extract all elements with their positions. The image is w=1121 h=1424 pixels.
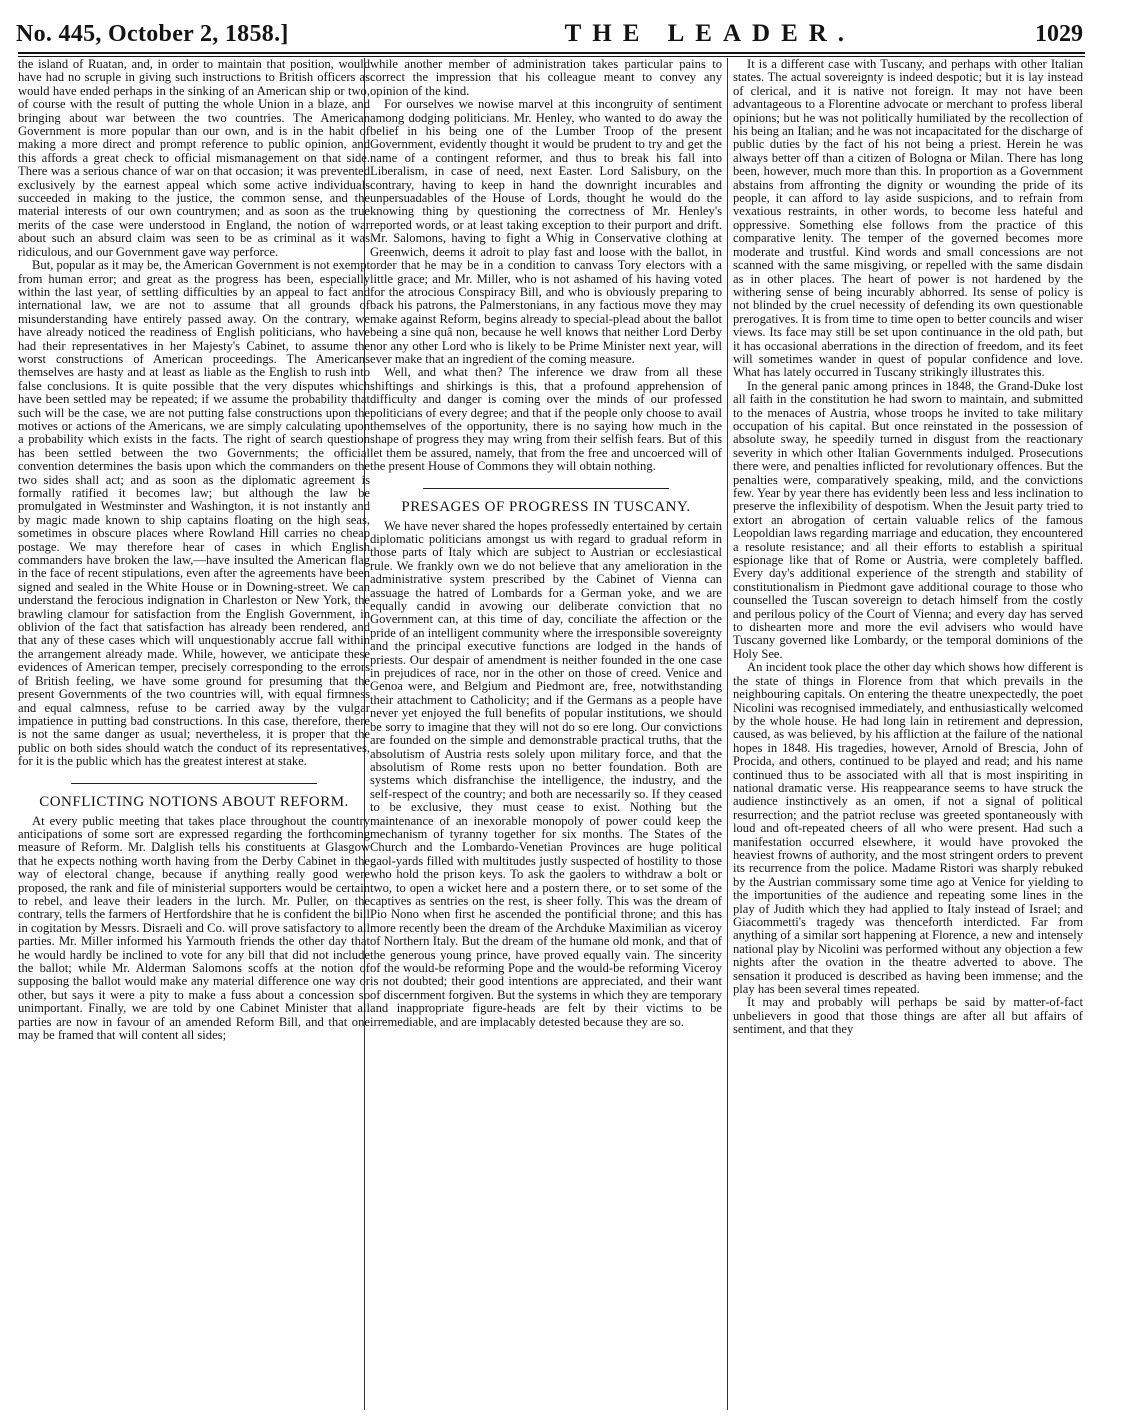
- article-heading: PRESAGES OF PROGRESS IN TUSCANY.: [401, 498, 691, 515]
- paragraph: An incident took place the other day which shows how different is the state of things in Florence from that which prevails in the neighbouring capitals. On entering the theatre unexpectedly, the poet Nicolini was recognised immediately, and enthusiastically welcomed by the whole house. He had long lain in retirement and depression, caused, as was believed, by his affliction at the failure of the national hopes in 1848. His tragedies, however, Arnold of Brescia, John of Procida, and others, continued to be played and read; and his name continued thus to be associated with all that is most inspiriting in national dramatic verse. His reappearance seems to have struck the audience instinctively as an omen, if not a signal of political resurrection; and the patriot recluse was greeted spontaneously with loud and oft-repeated cheers of all who were present. Had such a manifestation occurred elsewhere, it would have provoked the heaviest frowns of authority, and the most stringent orders to prevent its recurrence from the police. Madame Ristori was sharply rebuked by the Austrian commissary some time ago at Venice for yielding to the importunities of the audience and repeating some lines in the play of Judith which they had applied to Italy instead of Israel; and Giacommetti's tragedy was thenceforth interdicted. Far from anything of a similar sort happening at Florence, a new and intensely national play by Nicolini was performed without any objection a few nights after the ovation in the theatre adverted to above. The sensation it produced is described as having been immense; and the play has been several times repeated.: [733, 660, 1083, 997]
- masthead: [16, 8, 1083, 48]
- paragraph: It may and probably will perhaps be said by matter-of-fact unbelievers in good that those things are after all but affairs of sentiment, and that they: [733, 995, 1083, 1037]
- paragraph: But, popular as it may be, the American Government is not exempt from human error; and great as the progress has been, especially within the last year, of settling difficulties by an appeal to fact and international law, we are not to assume that all grounds of misunderstanding have entirely passed away. On the contrary, we have already noticed the readiness of English politicians, who have had their representatives in her Majesty's Cabinet, to assume the worst constructions of American proceedings. The Americans themselves are hasty and at least as liable as the English to rush into false conclusions. It is quite possible that the very disputes which have been settled may be repeated; if we assume the probability that such will be the case, we are not putting false constructions upon the motives or actions of the Americans, we are simply calculating upon a probability which exists in the facts. The right of search question has been settled between the two Governments; the official convention determines the basis upon which the commanders on the two sides shall act; and as soon as the diplomatic agreement is formally ratified it becomes law; but although the law be promulgated in Westminster and Washington, it is not instantly and by magic made known to ship captains floating on the high seas, sometimes in obscure places where Rowland Hill carries no cheap postage. We may therefore hear of cases in which English commanders have broken the law,—have insulted the American flag in the face of recent stipulations, even after the agreements have been signed and sealed in the White House or in Downing-street. We can understand the ferocious indignation in Charleston or New York, the brawling clamour for satisfaction from the English Government, in oblivion of the fact that satisfaction has already been rendered, and that any of these cases which will unquestionably accrue fall within the arrangement already made. While, however, we anticipate these evidences of American temper, precisely corresponding to the errors of British feeling, we have some ground for presuming that the present Governments of the two countries will, with equal firmness and equal calmness, refuse to be carried away by the vulgar impatience in putting bad constructions. In this case, therefore, there is not the same danger as usual; nevertheless, it is proper that the public on both sides should watch the conduct of its representatives, for it is the public which has the greatest interest at stake.: [18, 258, 370, 769]
- paragraph: At every public meeting that takes place throughout the country anticipations of some sort are expressed regarding the forthcoming measure of Reform. Mr. Dalglish tells his constituents at Glasgow that he expects nothing worth having from the Derby Cabinet in the way of electoral change, because if anything really good were proposed, the rank and file of ministerial supporters would be certain to rebel, and leave their leaders in the lurch. Mr. Puller, on the contrary, tells the farmers of Hertfordshire that he is confident the bill in cogitation by Messrs. Disraeli and Co. will prove satisfactory to all parties. Mr. Miller informed his Yarmouth friends the other day that he would hardly be inclined to vote for any bill that did not include the ballot; while Mr. Alderman Salomons scoffs at the notion of supposing the ballot would make any material difference one way or other, but says it were a pity to make a fuss about a concession so unimportant. Finally, we are told by one Cabinet Minister that all parties are now in favour of an amended Reform Bill, and that one may be framed that will content all sides;: [18, 813, 370, 1043]
- column-3: [733, 58, 1083, 1037]
- paragraph: the island of Ruatan, and, in order to maintain that position, would have had no scruple in giving such instructions to British officers as would have ended perhaps in the sinking of an American ship or two, of course with the result of putting the whole Union in a blaze, and bringing about war between the two countries. The American Government is more popular than our own, and is in the habit of making a more direct and prompt reference to public opinion, and this affords a great check to official mismanagement on that side. There was a serious chance of war on that occasion; it was prevented exclusively by the earnest appeal which some active individuals succeeded in making to the justice, the common sense, and the material interests of our own countrymen; and as soon as the true merits of the case were understood in England, the notion of war about such an absurd claim was seen to be as criminal as it was ridiculous, and our Government gave way perforce.: [18, 57, 370, 259]
- column-1: [18, 58, 370, 1042]
- paragraph: It is a different case with Tuscany, and perhaps with other Italian states. The actual sovereignty is indeed despotic; but it is lay instead of clerical, and it is native not foreign. It may not have been advantageous to a Florentine advocate or merchant to profess liberal opinions; but he was not politically humiliated by the recollection of his being an Italian; and he was not incapacitated for the discharge of public duties by the fact of his not being a priest. Herein he was always better off than a citizen of Bologna or Milan. There has long been, however, much more than this. In proportion as a Government abstains from affronting the dignity or wounding the pride of its people, it can afford to lay aside suspicions, and to refrain from vexatious restraints, in other words, to become less hateful and oppressive. Something else follows from the practice of this comparative lenity. The temper of the governed becomes more moderate and trustful. Kind words and small concessions are not scanned with the same misgiving, or repelled with the same disdain as in other places. The heart of power is not hardened by the withering sense of being incurably abhorred. Its sense of policy is not blinded by the cruel necessity of defending its own questionable prerogatives. It is from time to time open to better councils and wiser views. Its face may still be set upon continuance in the old path, but it has occasional aberrations in the direction of freedom, and its feet will sometimes wander in quest of popular confidence and love. What has lately occurred in Tuscany strikingly illustrates this.: [733, 57, 1083, 380]
- paragraph: Well, and what then? The inference we draw from all these shiftings and shirkings is this, that a profound apprehension of difficulty and danger is coming over the minds of our professed politicians of every degree; and that if the people only choose to avail themselves of the opportunity, there is no saying how much in the shape of progress they may wring from their selfish fears. But of this let them be assured, namely, that from the free and uncoerced will of the present House of Commons they will obtain nothing.: [370, 365, 722, 474]
- page-number: 1029: [1034, 21, 1083, 47]
- paragraph: In the general panic among princes in 1848, the Grand-Duke lost all faith in the constitution he had sworn to maintain, and submitted to the menaces of Austria, whose troops he invited to take military occupation of his capital. But once reinstated in the possession of absolute sway, he speedily turned in disgust from the reactionary severity in which other Italian Governments indulged. Prosecutions there were, and penalties inflicted for revolutionary offences. But the penalties were, comparatively speaking, mild, and the convictions few. Year by year there has evidently been less and less inclination to preserve the inflexibility of despotism. When the Jesuit party tried to extort an abrogation of certain valuable relics of the famous Leopoldian laws regarding marriage and education, they encountered a resolute resistance; and all their efforts to establish a spiritual espionage like that of Rome or Austria, were completely baffled. Every day's additional experience of the strength and stability of constitutionalism in Piedmont gave additional courage to those who counselled the Tuscan sovereign to detach himself from the costly and perilous policy of the Court of Vienna; and every day has served to dishearten more and more the evil advisers who would have Tuscany governed like Lombardy, or the temporal dominions of the Holy See.: [733, 378, 1083, 661]
- article-separator: [71, 783, 317, 784]
- paragraph: We have never shared the hopes professedly entertained by certain diplomatic politicians amongst us with regard to gradual reform in those parts of Italy which are subject to Austrian or ecclesiastical rule. We frankly own we do not believe that any amelioration in the administrative system prescribed by the Cabinet of Vienna can assuage the hatred of Lombards for a German yoke, and we are equally candid in avowing our deliberate conviction that no Government can, at this time of day, conciliate the affection or the pride of an intelligent community where the irresponsible sovereignty and the principal executive functions are lodged in the hands of priests. Our despair of amendment is neither founded in the one case in prejudices of race, nor in the other on those of creed. Venice and Genoa were, and Belgium and Piedmont are, free, notwithstanding their attachment to Catholicity; and if the Germans as a people have never yet enjoyed the full benefits of popular institutions, we should be sorry to imagine that they will not do so ere long. Our convictions are founded on the simple and demonstrable practical truths, that the absolutism of Austria rests solely upon military force, and that the absolutism of Rome rests upon no better foundation. Both are systems which disfranchise the intelligence, the industry, and the self-respect of the country; and both are necessarily so. If they ceased to be exclusive, they must cease to exist. Nothing but the maintenance of an inexorable monopoly of power could keep the mechanism of tyranny together for six months. The States of the Church and the Lombardo-Venetian Provinces are huge political gaol-yards filled with multitudes justly suspected of hostility to those who hold the prison keys. To ask the gaolers to withdraw a bolt or two, to open a wicket here and a postern there, or to set some of the captives as sentries on the rest, is sheer folly. This was the dream of Pio Nono when first he ascended the pontificial throne; and this has more recently been the dream of the Archduke Maximilian as viceroy of Northern Italy. But the dream of the humane old monk, and that of the generous young prince, have proved equally vain. The sincerity of the would-be reforming Pope and the would-be reforming Viceroy is not doubted; their good intentions are appreciated, and their want of discernment forgiven. But the systems in which they are temporary and inappropriate figure-heads are felt by their victims to be irremediable, and are implacably detested because they are so.: [370, 518, 722, 1029]
- article-separator: [423, 488, 669, 489]
- publication-title: THE LEADER.: [564, 20, 856, 47]
- column-2: [370, 58, 722, 1029]
- paragraph: while another member of administration takes particular pains to correct the impression that his colleague meant to convey any opinion of the kind.: [370, 57, 722, 98]
- article-heading: CONFLICTING NOTIONS ABOUT REFORM.: [39, 793, 349, 810]
- paragraph: For ourselves we nowise marvel at this incongruity of sentiment among dodging politicians. Mr. Henley, who wanted to do away the belief in his being one of the Lumber Troop of the present Government, evidently thought it would be prudent to try and get the name of a contingent reformer, and thus to break his fall into Liberalism, in case of need, next Easter. Lord Salisbury, on the contrary, having to keep in hand the downright incurables and unpersuadables of the House of Lords, thought he would do the knowing thing by questioning the correctness of Mr. Henley's reported words, or at least taking exception to their purport and drift. Mr. Salomons, having to fight a Whig in Conservative clothing at Greenwich, deems it adroit to play fast and loose with the ballot, in order that he may be in a condition to canvass Tory electors with a little grace; and Mr. Miller, who is not ashamed of his having voted for the atrocious Conspiracy Bill, and who is obviously preparing to back his patrons, the Palmerstonians, in any factious move they may make against Reform, begins already to special-plead about the ballot being a sine quâ non, because he well knows that neither Lord Derby nor any other Lord who is likely to be Prime Minister next year, will ever make that an ingredient of the coming measure.: [370, 97, 722, 366]
- column-divider: [727, 58, 728, 1410]
- issue-line: No. 445, October 2, 1858.]: [16, 21, 289, 47]
